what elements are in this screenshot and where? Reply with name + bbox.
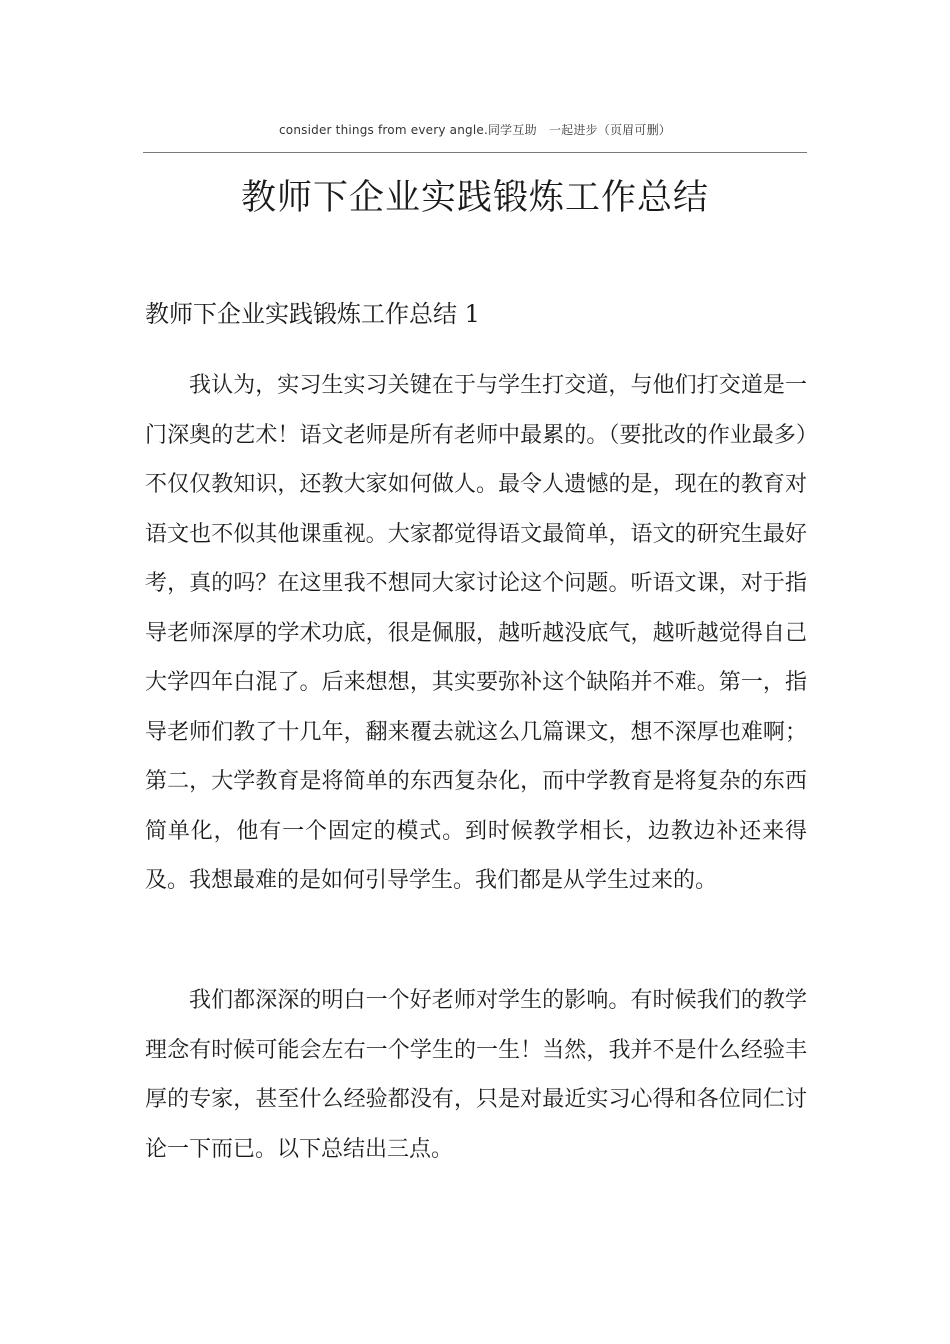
header-divider xyxy=(143,152,807,153)
body-paragraph: 我们都深深的明白一个好老师对学生的影响。有时候我们的教学理念有时候可能会左右一个学生的一生！当然，我并不是什么经验丰厚的专家，甚至什么经验都没有，只是对最近实习心得和各位同仁讨论一下而已。以下总结出三点。 xyxy=(145,988,807,1162)
page-header-text: consider things from every angle.同学互助 一起进步（页眉可删） xyxy=(279,123,671,137)
section-heading: 教师下企业实践锻炼工作总结 1 xyxy=(145,300,480,328)
body-paragraph: 我认为，实习生实习关键在于与学生打交道，与他们打交道是一门深奥的艺术！语文老师是所有老师中最累的。（要批改的作业最多）不仅仅教知识，还教大家如何做人。最令人遗憾的是，现在的教育对语文也不似其他课重视。大家都觉得语文最简单，语文的研究生最好考，真的吗？在这里我不想同大家讨论这个问题。听语文课，对于指导老师深厚的学术功底，很是佩服，越听越没底气，越听越觉得自己大学四年白混了。后来想想，其实要弥补这个缺陷并不难。第一，指导老师们教了十几年，翻来覆去就这么几篇课文，想不深厚也难啊；第二，大学教育是将简单的东西复杂化，而中学教育是将复杂的东西简单化，他有一个固定的模式。到时候教学相长，边教边补还来得及。我想最难的是如何引导学生。我们都是从学生过来的。 xyxy=(145,373,807,893)
document-title: 教师下企业实践锻炼工作总结 xyxy=(240,178,709,218)
